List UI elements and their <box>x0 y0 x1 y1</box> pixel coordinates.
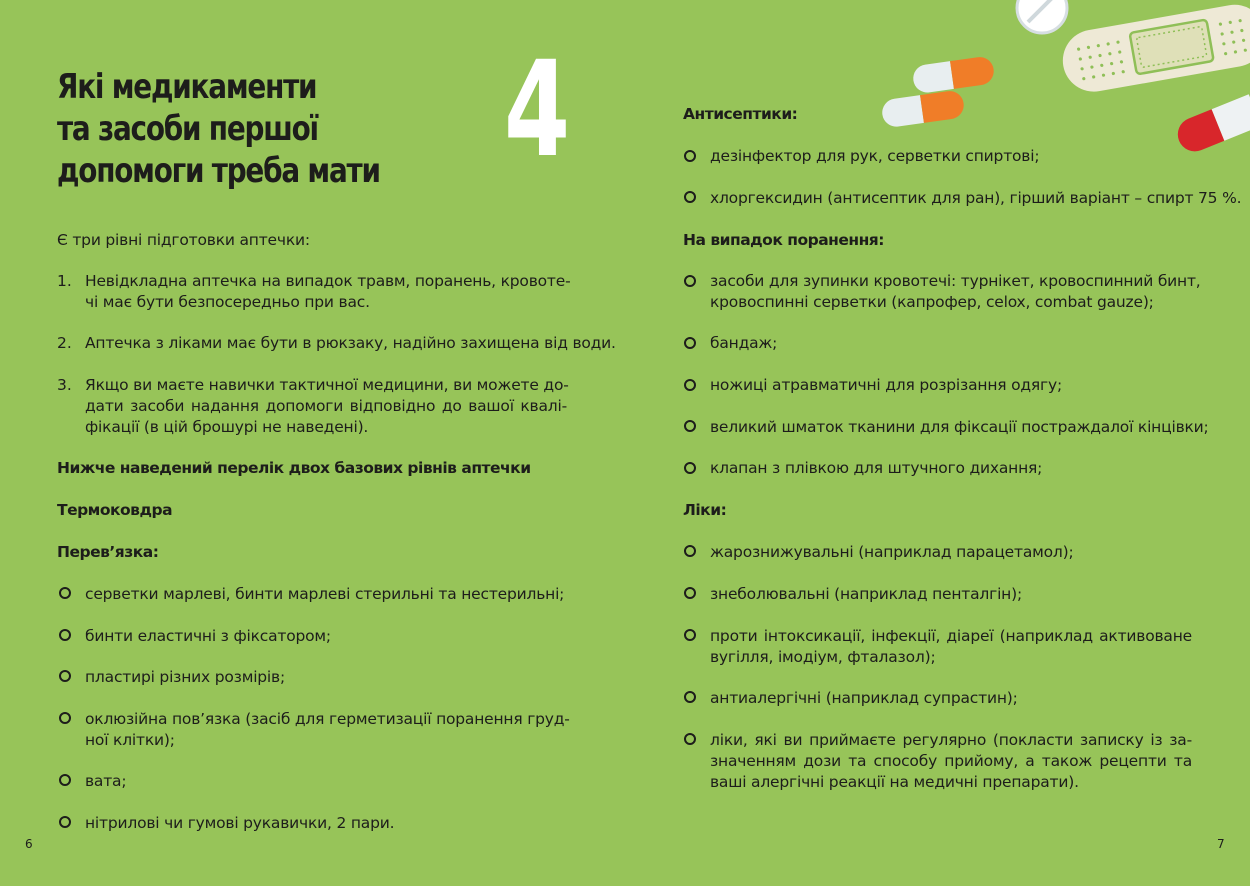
bullet-icon <box>59 587 71 599</box>
list-item: проти інтоксикації, інфекції, діареї (наприклад активоване вугілля, імодіум, фталазол); <box>710 627 1192 666</box>
level-item: Якщо ви маєте навички тактичної медицини, ви можете до- дати засоби надання допомоги відповідно до вашої квалі- фікації (в цій брошурі не наведені). <box>85 376 569 436</box>
list-item: нітрилові чи гумові рукавички, 2 пари. <box>85 814 395 832</box>
level-item: Аптечка з ліками має бути в рюкзаку, надійно захищена від води. <box>85 334 616 352</box>
decoration-illustration <box>0 0 1250 170</box>
title-line: та засоби першої <box>57 109 318 149</box>
bullet-icon <box>59 629 71 641</box>
section-number: 4 <box>504 33 571 187</box>
bullet-icon <box>59 712 71 724</box>
plaster-icon <box>1058 0 1250 97</box>
bullet-icon <box>59 816 71 828</box>
bullet-icon <box>684 337 696 349</box>
title-line: Які медикаменти <box>57 67 317 107</box>
bullet-icon <box>684 462 696 474</box>
bullet-icon <box>684 733 696 745</box>
list-item: клапан з плівкою для штучного дихання; <box>710 459 1043 477</box>
bullet-icon <box>59 774 71 786</box>
list-number: 1. <box>57 272 72 290</box>
list-item: ліки, які ви приймаєте регулярно (покласти записку із за- значенням дози та способу прийому, а також рецепти та ваші алергічні реакції на медичні препарати). <box>710 731 1192 791</box>
bullet-icon <box>684 191 696 203</box>
list-item: серветки марлеві, бинти марлеві стерильні та нестерильні; <box>85 585 565 603</box>
bullet-icon <box>684 545 696 557</box>
list-item: оклюзійна пов’язка (засіб для герметизації поранення груд- ної клітки); <box>85 710 570 749</box>
bullet-icon <box>684 379 696 391</box>
list-item: великий шматок тканини для фіксації постраждалої кінцівки; <box>710 418 1209 436</box>
bullet-icon <box>684 275 696 287</box>
list-item: жарознижувальні (наприклад парацетамол); <box>710 543 1074 561</box>
list-item: ножиці атравматичні для розрізання одягу; <box>710 376 1062 394</box>
list-item: засоби для зупинки кровотечі: турнікет, кровоспинний бинт, кровоспинні серветки (капрофер, celox, combat gauze); <box>710 272 1201 311</box>
list-item: хлоргексидин (антисептик для ран), гірший варіант – спирт 75 %. <box>710 189 1242 207</box>
dressing-heading: Перев’язка: <box>57 543 159 561</box>
thermo-blanket-heading: Термоковдра <box>57 501 173 519</box>
list-item: вата; <box>85 772 127 790</box>
bullet-icon <box>684 587 696 599</box>
bullet-icon <box>684 420 696 432</box>
title-line: допомоги треба мати <box>57 151 380 191</box>
bullet-icon <box>684 629 696 641</box>
orange-capsule-icon <box>911 55 995 94</box>
list-item: бандаж; <box>710 334 778 352</box>
list-item: бинти еластичні з фіксатором; <box>85 627 331 645</box>
list-number: 2. <box>57 334 72 352</box>
bullet-icon <box>684 691 696 703</box>
tablet-icon <box>1017 0 1067 33</box>
list-heading: Нижче наведений перелік двох базових рівнів аптечки <box>57 459 531 477</box>
page-number: 7 <box>1217 837 1225 851</box>
bullet-icon <box>59 670 71 682</box>
wound-heading: На випадок поранення: <box>683 231 884 249</box>
list-item: знеболювальні (наприклад пенталгін); <box>710 585 1022 603</box>
list-number: 3. <box>57 376 72 394</box>
red-capsule-icon <box>1173 94 1250 156</box>
intro-text: Є три рівні підготовки аптечки: <box>57 231 310 249</box>
list-item: пластирі різних розмірів; <box>85 668 285 686</box>
list-item: дезінфектор для рук, серветки спиртові; <box>710 147 1040 165</box>
antiseptics-heading: Антисептики: <box>683 105 798 123</box>
level-item: Невідкладна аптечка на випадок травм, поранень, кровоте- чі має бути безпосередньо при вас. <box>85 272 571 311</box>
orange-capsule-icon <box>880 89 965 128</box>
list-item: антиалергічні (наприклад супрастин); <box>710 689 1018 707</box>
page-number: 6 <box>25 837 33 851</box>
medicines-heading: Ліки: <box>683 501 727 519</box>
